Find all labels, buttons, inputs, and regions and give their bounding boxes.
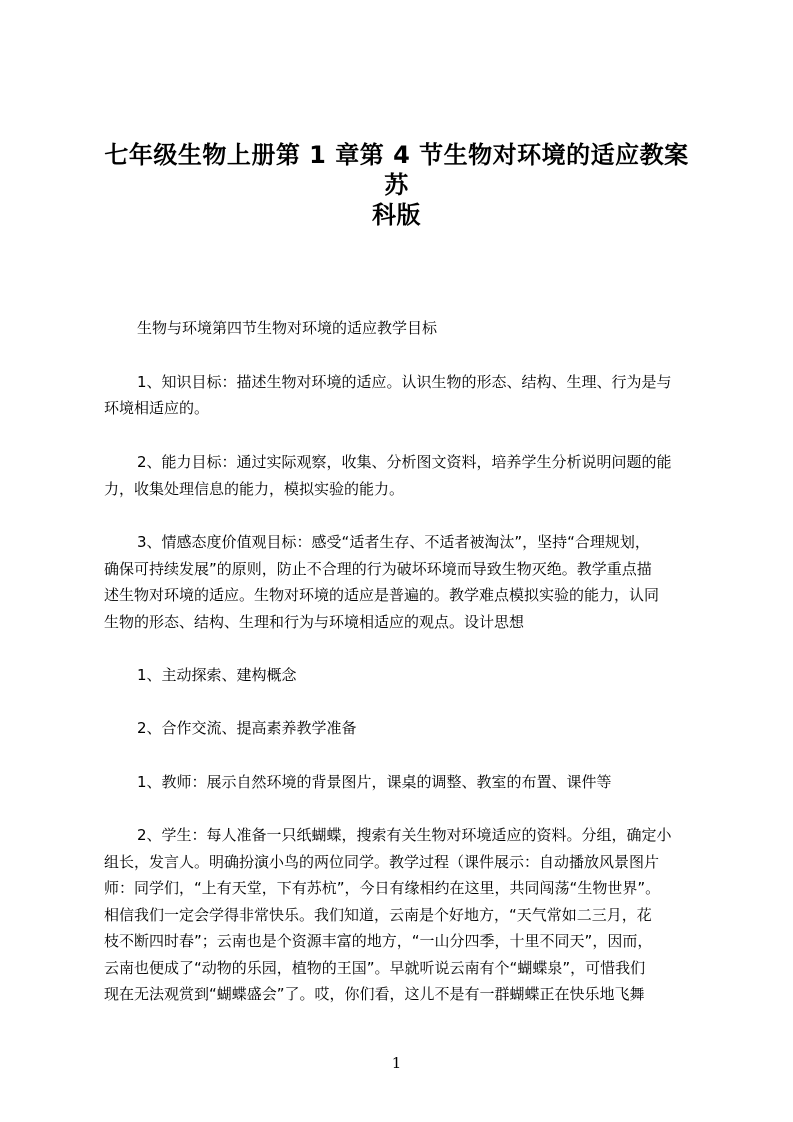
title-line-2: 科版	[372, 201, 421, 229]
paragraph-line: 1、教师：展示自然环境的背景图片，课桌的调整、教室的布置、课件等	[137, 773, 612, 791]
paragraph-line: 1、知识目标：描述生物对环境的适应。认识生物的形态、结构、生理、行为是与	[137, 373, 672, 391]
section-heading: 生物与环境第四节生物对环境的适应教学目标	[137, 319, 438, 337]
paragraph-line: 枝不断四时春”；云南也是个资源丰富的地方，“一山分四季，十里不同天”，因而，	[104, 932, 653, 950]
paragraph-line: 云南也便成了“动物的乐园，植物的王国”。早就听说云南有个“蝴蝶泉”，可惜我们	[104, 959, 646, 977]
paragraph-line: 述生物对环境的适应。生物对环境的适应是普遍的。教学难点模拟实验的能力，认同	[104, 586, 660, 604]
document-title	[96, 140, 697, 230]
paragraph-line: 现在无法观赏到“蝴蝶盛会”了。哎，你们看，这儿不是有一群蝴蝶正在快乐地飞舞	[104, 985, 645, 1003]
paragraph-line: 3、情感态度价值观目标：感受“适者生存、不适者被淘汰”，坚持“合理规划，	[137, 533, 650, 551]
title-line-1: 七年级生物上册第 1 章第 4 节生物对环境的适应教案苏	[104, 141, 689, 199]
paragraph-line: 确保可持续发展”的原则，防止不合理的行为破坏环境而导致生物灭绝。教学重点描	[104, 560, 652, 578]
paragraph-line: 生物的形态、结构、生理和行为与环境相适应的观点。设计思想	[104, 613, 525, 631]
paragraph-line: 相信我们一定会学得非常快乐。我们知道，云南是个好地方，“天气常如二三月，花	[104, 906, 652, 924]
paragraph-line: 师：同学们，“上有天堂，下有苏杭”，今日有缘相约在这里，共同闯荡“生物世界”。	[104, 879, 661, 897]
paragraph-line: 2、能力目标：通过实际观察，收集、分析图文资料，培养学生分析说明问题的能	[137, 453, 672, 471]
paragraph-line: 2、学生：每人准备一只纸蝴蝶，搜索有关生物对环境适应的资料。分组，确定小	[137, 826, 672, 844]
paragraph-line: 组长，发言人。明确扮演小鸟的两位同学。教学过程（课件展示：自动播放风景图片	[104, 853, 660, 871]
paragraph-line: 2、合作交流、提高素养教学准备	[137, 719, 357, 737]
paragraph-line: 1、主动探索、建构概念	[137, 666, 297, 684]
paragraph-line: 力，收集处理信息的能力，模拟实验的能力。	[104, 480, 405, 498]
page-number: 1	[391, 1054, 402, 1072]
paragraph-line: 环境相适应的。	[104, 399, 210, 417]
